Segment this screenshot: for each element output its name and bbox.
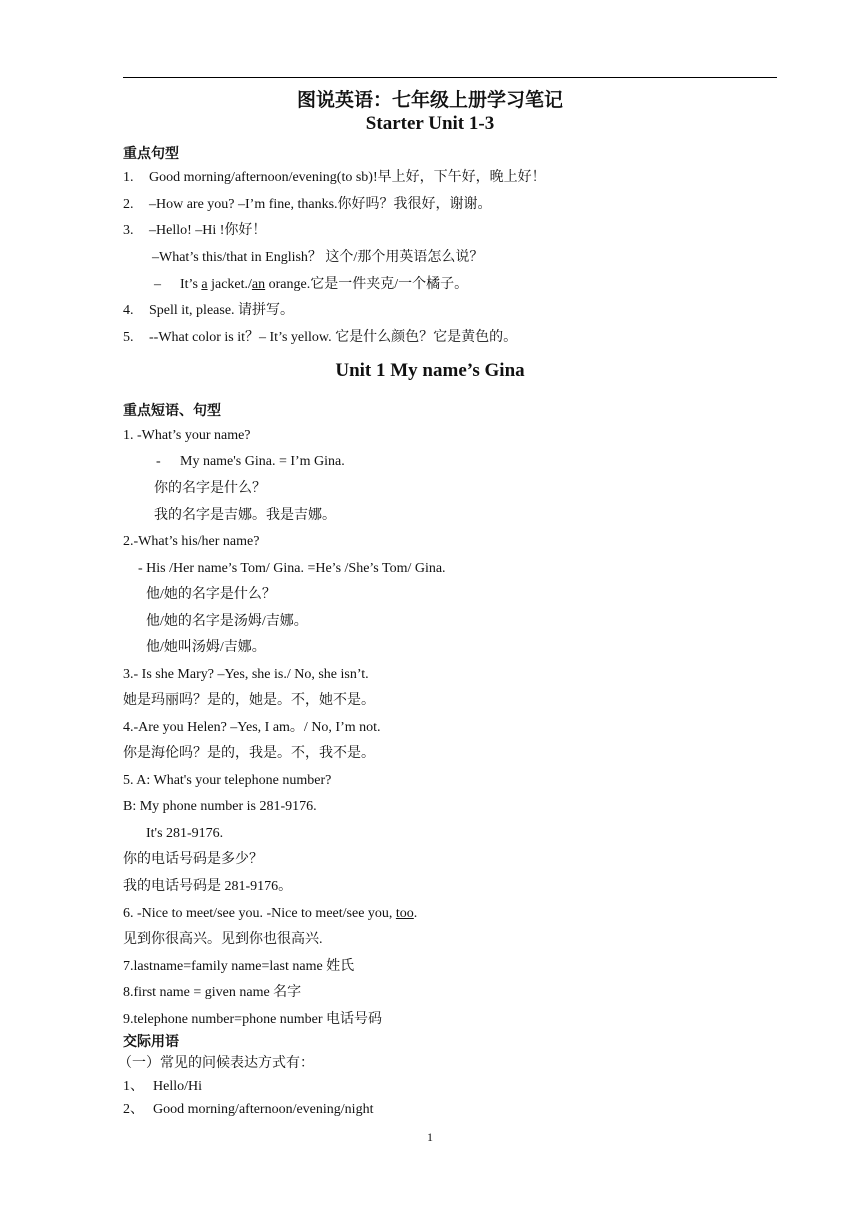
list-item xyxy=(152,249,483,267)
item-text: --What color is it？– It’s yellow. 它是什么颜色？它是黄色的。 xyxy=(149,330,518,345)
underlined-word: an xyxy=(251,277,266,292)
text-segment: 6. -Nice to meet/see you. -Nice to meet/see you, xyxy=(123,906,396,921)
item-number: 3. xyxy=(123,223,134,238)
text-line: 他/她叫汤姆/吉娜。 xyxy=(146,640,266,655)
text-line: 4.-Are you Helen? –Yes, I am。/ No, I’m not. xyxy=(123,720,381,735)
text-line: 你是海伦吗？是的，我是。不，我不是。 xyxy=(123,746,375,761)
item-number: 1. xyxy=(123,170,134,185)
text-line: 7.lastname=family name=last name 姓氏 xyxy=(123,959,355,974)
unit-title: Unit 1 My name’s Gina xyxy=(335,360,525,381)
dash-marker: - xyxy=(156,454,161,469)
item-text-pre: It’s xyxy=(180,277,202,292)
text-line: 8.first name = given name 名字 xyxy=(123,985,302,1000)
text-line: It's 281-9176. xyxy=(146,826,224,841)
subheading: （一）常见的问候表达方式有： xyxy=(118,1056,314,1071)
item-number: 4. xyxy=(123,303,134,318)
text-line: 5. A: What's your telephone number? xyxy=(123,773,332,788)
section-heading-communication: 交际用语 xyxy=(123,1034,179,1050)
text-line: 3.- Is she Mary? –Yes, she is./ No, she isn’t. xyxy=(123,667,369,682)
list-item xyxy=(154,276,468,294)
page-title: 图说英语：七年级上册学习笔记 xyxy=(296,90,563,111)
list-item xyxy=(123,1078,202,1096)
section-heading-key-sentences: 重点句型 xyxy=(123,146,179,162)
text-line: My name's Gina. = I’m Gina. xyxy=(180,454,345,469)
list-item xyxy=(123,222,266,240)
list-item xyxy=(123,302,294,320)
text-line: 2.-What’s his/her name? xyxy=(123,534,260,549)
page-subtitle: Starter Unit 1-3 xyxy=(365,113,495,134)
item-number: 5. xyxy=(123,330,134,345)
text-line xyxy=(123,905,417,923)
text-line: 你的名字是什么？ xyxy=(154,481,266,496)
text-line: 他/她的名字是什么？ xyxy=(146,587,276,602)
item-number: – xyxy=(154,277,161,292)
underlined-word: a xyxy=(201,277,208,292)
list-item xyxy=(123,329,517,347)
underlined-word: too xyxy=(395,906,414,921)
list-item xyxy=(123,1101,373,1119)
item-number: 2. xyxy=(123,197,134,212)
list-item xyxy=(123,196,492,214)
text-line: 你的电话号码是多少？ xyxy=(123,852,263,867)
item-text-mid: jacket./ xyxy=(207,277,252,292)
item-number: 2、 xyxy=(123,1102,144,1117)
text-line: 他/她的名字是汤姆/吉娜。 xyxy=(146,614,308,629)
item-text: Hello/Hi xyxy=(153,1079,202,1094)
item-text: –How are you? –I’m fine, thanks.你好吗？我很好，谢谢。 xyxy=(149,197,492,212)
list-item xyxy=(123,169,546,187)
page-number: 1 xyxy=(427,1130,433,1144)
text-line: 9.telephone number=phone number 电话号码 xyxy=(123,1012,383,1027)
text-line: 1. -What’s your name? xyxy=(123,428,251,443)
text-line: B: My phone number is 281-9176. xyxy=(123,799,317,814)
item-text: Good morning/afternoon/evening/night xyxy=(153,1102,374,1117)
item-number: 1、 xyxy=(123,1079,144,1094)
item-text: Spell it, please. 请拼写。 xyxy=(149,303,295,318)
item-text: –What’s this/that in English？ 这个/那个用英语怎么说？ xyxy=(152,250,484,265)
item-text: Good morning/afternoon/evening(to sb)!早上好，下午好，晚上好！ xyxy=(149,170,546,185)
text-line: 她是玛丽吗？是的，她是。不，她不是。 xyxy=(123,693,375,708)
text-segment: . xyxy=(413,906,418,921)
item-text: –Hello! –Hi !你好！ xyxy=(149,223,267,238)
item-text-post: orange.它是一件夹克/一个橘子。 xyxy=(265,277,469,292)
text-line: 见到你很高兴。见到你也很高兴. xyxy=(123,932,323,947)
text-line: - His /Her name’s Tom/ Gina. =He’s /She’s Tom/ Gina. xyxy=(138,561,446,576)
text-line: 我的电话号码是 281-9176。 xyxy=(123,879,293,894)
header-rule xyxy=(123,77,777,78)
text-line: 我的名字是吉娜。我是吉娜。 xyxy=(154,508,336,523)
section-heading-phrases: 重点短语、句型 xyxy=(123,403,221,419)
